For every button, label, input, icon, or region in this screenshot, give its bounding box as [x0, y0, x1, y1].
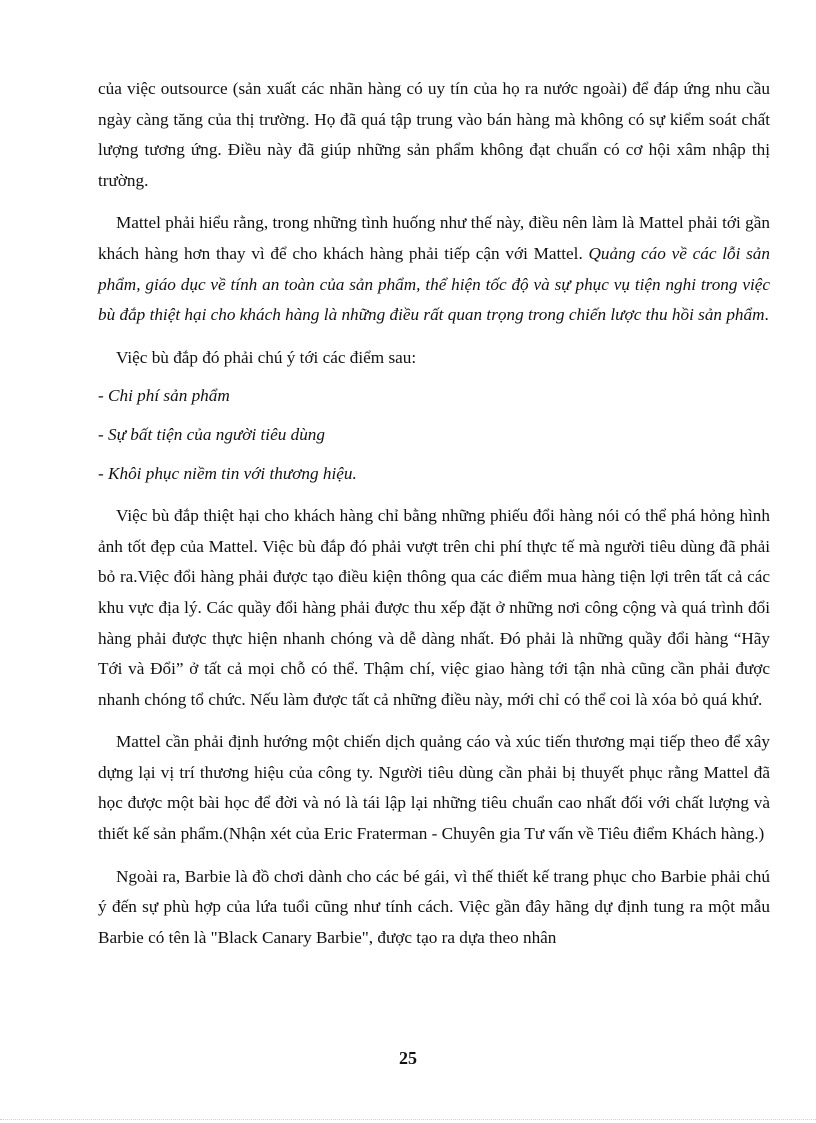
- paragraph-outsource: của việc outsource (sản xuất các nhãn hàng có uy tín của họ ra nước ngoài) để đáp ứng nhu cầu ngày càng tăng của thị trường. Họ đã quá tập trung vào bán hàng mà không có sự kiểm soát chất lượng tương ứng. Điều này đã giúp những sản phẩm không đạt chuẩn có cơ hội xâm nhập thị trường.: [98, 79, 770, 190]
- bullet-item: - Chi phí sản phẩm: [98, 386, 230, 406]
- page-bottom-divider: [0, 1119, 816, 1120]
- paragraph-barbie: Ngoài ra, Barbie là đồ chơi dành cho các bé gái, vì thế thiết kế trang phục cho Barbie phải chú ý đến sự phù hợp của lứa tuổi cũng như tính cách. Việc gần đây hãng dự định tung ra một mẫu Barbie có tên là "Black Canary Barbie", được tạo ra dựa theo nhân: [98, 866, 770, 947]
- paragraph-mattel-customers-italic: Quảng cáo về các lỗi sản phẩm, giáo dục về tính an toàn của sản phẩm, thể hiện tốc độ và sự phục vụ tiện nghi trong việc bù đắp thiệt hại cho khách hàng là những điều rất quan trọng trong chiến lược thu hồi sản phẩm: [98, 243, 770, 325]
- bullet-item: - Sự bất tiện của người tiêu dùng: [98, 424, 325, 444]
- paragraph-mattel-customers-end: .: [764, 305, 769, 325]
- paragraph-compensation-intro: Việc bù đắp đó phải chú ý tới các điểm sau:: [116, 347, 417, 367]
- paragraph-mattel-customers-text: Mattel phải hiểu rằng, trong những tình huống như thế này, điều nên làm là Mattel phải tới gần khách hàng hơn thay vì để cho khách hàng phải tiếp cận với Mattel.: [98, 213, 770, 263]
- document-body: [98, 74, 770, 953]
- paragraph-advertising-campaign: Mattel cần phải định hướng một chiến dịch quảng cáo và xúc tiến thương mại tiếp theo để xây dựng lại vị trí thương hiệu của công ty. Người tiêu dùng cần phải bị thuyết phục rằng Mattel đã học được một bài học để đời và nó là tái lập lại những tiêu chuẩn cao nhất đối với chất lượng và thiết kế sản phẩm.(Nhận xét của Eric Fraterman - Chuyên gia Tư vấn về Tiêu điểm Khách hàng.): [98, 732, 770, 844]
- page-number: 25: [399, 1048, 417, 1068]
- bullet-item: - Khôi phục niềm tin với thương hiệu.: [98, 463, 357, 483]
- paragraph-compensation-details: Việc bù đắp thiệt hại cho khách hàng chỉ bằng những phiếu đổi hàng nói có thể phá hỏng hình ảnh tốt đẹp của Mattel. Việc bù đắp đó phải vượt trên chi phí thực tế mà người tiêu dùng đã phải bỏ ra.Việc đổi hàng phải được tạo điều kiện thông qua các điểm mua hàng tiện lợi trên tất cả các khu vực địa lý. Các quầy đổi hàng phải được thu xếp đặt ở những nơi công cộng và quá trình đổi hàng phải được thực hiện nhanh chóng và dễ dàng nhất. Đó phải là những quầy đổi hàng “Hãy Tới và Đổi” ở tất cả mọi chỗ có thể. Thậm chí, việc giao hàng tới tận nhà cũng cần phải được nhanh chóng tổ chức. Nếu làm được tất cả những điều này, mới chỉ có thể coi là xóa bỏ quá khứ.: [98, 506, 770, 709]
- paragraph-mattel-customers: [98, 208, 770, 330]
